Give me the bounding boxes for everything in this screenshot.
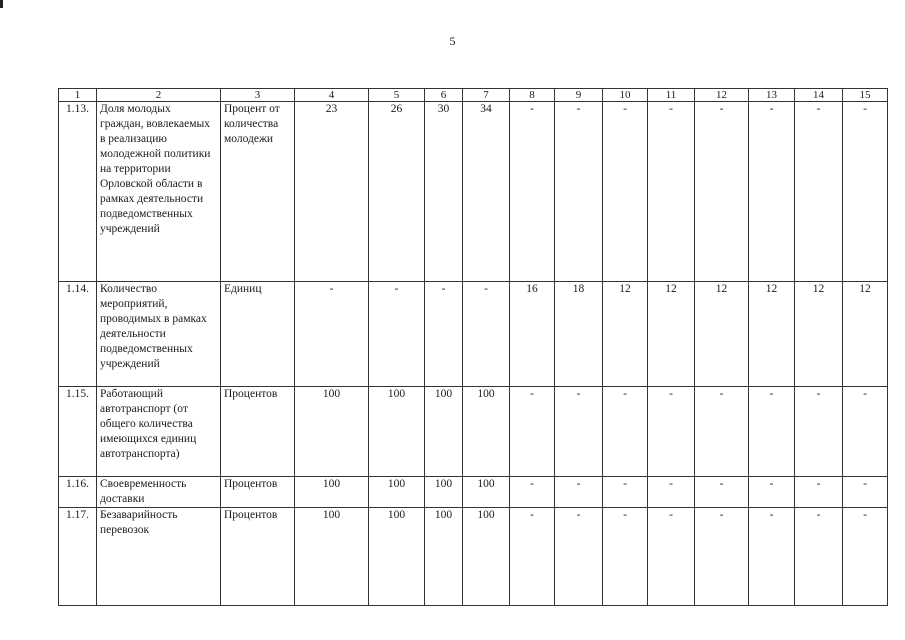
- value-cell: -: [749, 387, 795, 477]
- value-cell: 100: [295, 508, 369, 606]
- value-cell: -: [510, 477, 555, 508]
- value-cell: -: [795, 387, 843, 477]
- value-cell: -: [555, 387, 603, 477]
- value-cell: 12: [648, 282, 695, 387]
- unit-of-measure: Процентов: [221, 508, 295, 606]
- table-row: [59, 282, 888, 387]
- value-cell: -: [603, 102, 648, 282]
- value-cell: 100: [463, 508, 510, 606]
- value-cell: 18: [555, 282, 603, 387]
- value-cell: -: [795, 508, 843, 606]
- value-cell: 100: [369, 508, 425, 606]
- header-cell: 6: [425, 89, 463, 102]
- value-cell: 12: [603, 282, 648, 387]
- value-cell: -: [695, 508, 749, 606]
- value-cell: 100: [425, 387, 463, 477]
- unit-of-measure: Процентов: [221, 387, 295, 477]
- table-row: [59, 508, 888, 606]
- header-cell: 14: [795, 89, 843, 102]
- header-cell: 1: [59, 89, 97, 102]
- value-cell: -: [795, 477, 843, 508]
- value-cell: -: [843, 387, 888, 477]
- value-cell: 34: [463, 102, 510, 282]
- value-cell: -: [510, 508, 555, 606]
- row-number: 1.14.: [59, 282, 97, 387]
- scan-edge-mark: [0, 0, 3, 8]
- value-cell: -: [603, 508, 648, 606]
- header-cell: 8: [510, 89, 555, 102]
- value-cell: -: [425, 282, 463, 387]
- value-cell: 100: [369, 477, 425, 508]
- header-cell: 12: [695, 89, 749, 102]
- row-number: 1.16.: [59, 477, 97, 508]
- value-cell: -: [749, 102, 795, 282]
- value-cell: 100: [295, 477, 369, 508]
- value-cell: -: [695, 387, 749, 477]
- value-cell: -: [555, 102, 603, 282]
- value-cell: -: [648, 102, 695, 282]
- value-cell: 100: [369, 387, 425, 477]
- header-cell: 11: [648, 89, 695, 102]
- value-cell: 26: [369, 102, 425, 282]
- value-cell: -: [695, 102, 749, 282]
- row-number: 1.15.: [59, 387, 97, 477]
- value-cell: 16: [510, 282, 555, 387]
- value-cell: -: [603, 387, 648, 477]
- value-cell: 23: [295, 102, 369, 282]
- value-cell: -: [295, 282, 369, 387]
- indicators-table: [58, 88, 888, 606]
- value-cell: 12: [749, 282, 795, 387]
- value-cell: -: [648, 508, 695, 606]
- value-cell: -: [648, 477, 695, 508]
- row-number: 1.17.: [59, 508, 97, 606]
- indicator-name: Количество мероприятий, проводимых в рамках деятельности подведомственных учреждений: [97, 282, 221, 387]
- unit-of-measure: Процент от количества молодежи: [221, 102, 295, 282]
- value-cell: 100: [295, 387, 369, 477]
- header-cell: 4: [295, 89, 369, 102]
- indicator-name: Безаварийность перевозок: [97, 508, 221, 606]
- value-cell: 100: [463, 387, 510, 477]
- header-cell: 7: [463, 89, 510, 102]
- value-cell: -: [510, 387, 555, 477]
- value-cell: -: [843, 508, 888, 606]
- value-cell: -: [555, 508, 603, 606]
- value-cell: -: [510, 102, 555, 282]
- unit-of-measure: Единиц: [221, 282, 295, 387]
- header-cell: 5: [369, 89, 425, 102]
- indicator-name: Своевременность доставки: [97, 477, 221, 508]
- header-cell: 2: [97, 89, 221, 102]
- indicator-name: Работающий автотранспорт (от общего количества имеющихся единиц автотранспорта): [97, 387, 221, 477]
- value-cell: -: [843, 477, 888, 508]
- unit-of-measure: Процентов: [221, 477, 295, 508]
- header-cell: 13: [749, 89, 795, 102]
- value-cell: -: [695, 477, 749, 508]
- table-row: [59, 102, 888, 282]
- value-cell: -: [369, 282, 425, 387]
- value-cell: -: [843, 102, 888, 282]
- value-cell: -: [463, 282, 510, 387]
- table-row: [59, 387, 888, 477]
- value-cell: -: [555, 477, 603, 508]
- value-cell: 100: [425, 477, 463, 508]
- row-number: 1.13.: [59, 102, 97, 282]
- value-cell: 12: [695, 282, 749, 387]
- header-cell: 15: [843, 89, 888, 102]
- table-row: [59, 477, 888, 508]
- value-cell: 100: [425, 508, 463, 606]
- header-cell: 9: [555, 89, 603, 102]
- header-cell: 10: [603, 89, 648, 102]
- value-cell: 100: [463, 477, 510, 508]
- value-cell: 30: [425, 102, 463, 282]
- header-cell: 3: [221, 89, 295, 102]
- value-cell: -: [648, 387, 695, 477]
- value-cell: -: [749, 508, 795, 606]
- header-row: [59, 89, 888, 102]
- value-cell: -: [795, 102, 843, 282]
- value-cell: -: [603, 477, 648, 508]
- page-number: 5: [449, 34, 456, 48]
- value-cell: -: [749, 477, 795, 508]
- value-cell: 12: [795, 282, 843, 387]
- value-cell: 12: [843, 282, 888, 387]
- indicator-name: Доля молодых граждан, вовлекаемых в реализацию молодежной политики на территории Орловской области в рамках деятельности подведомственных учреждений: [97, 102, 221, 282]
